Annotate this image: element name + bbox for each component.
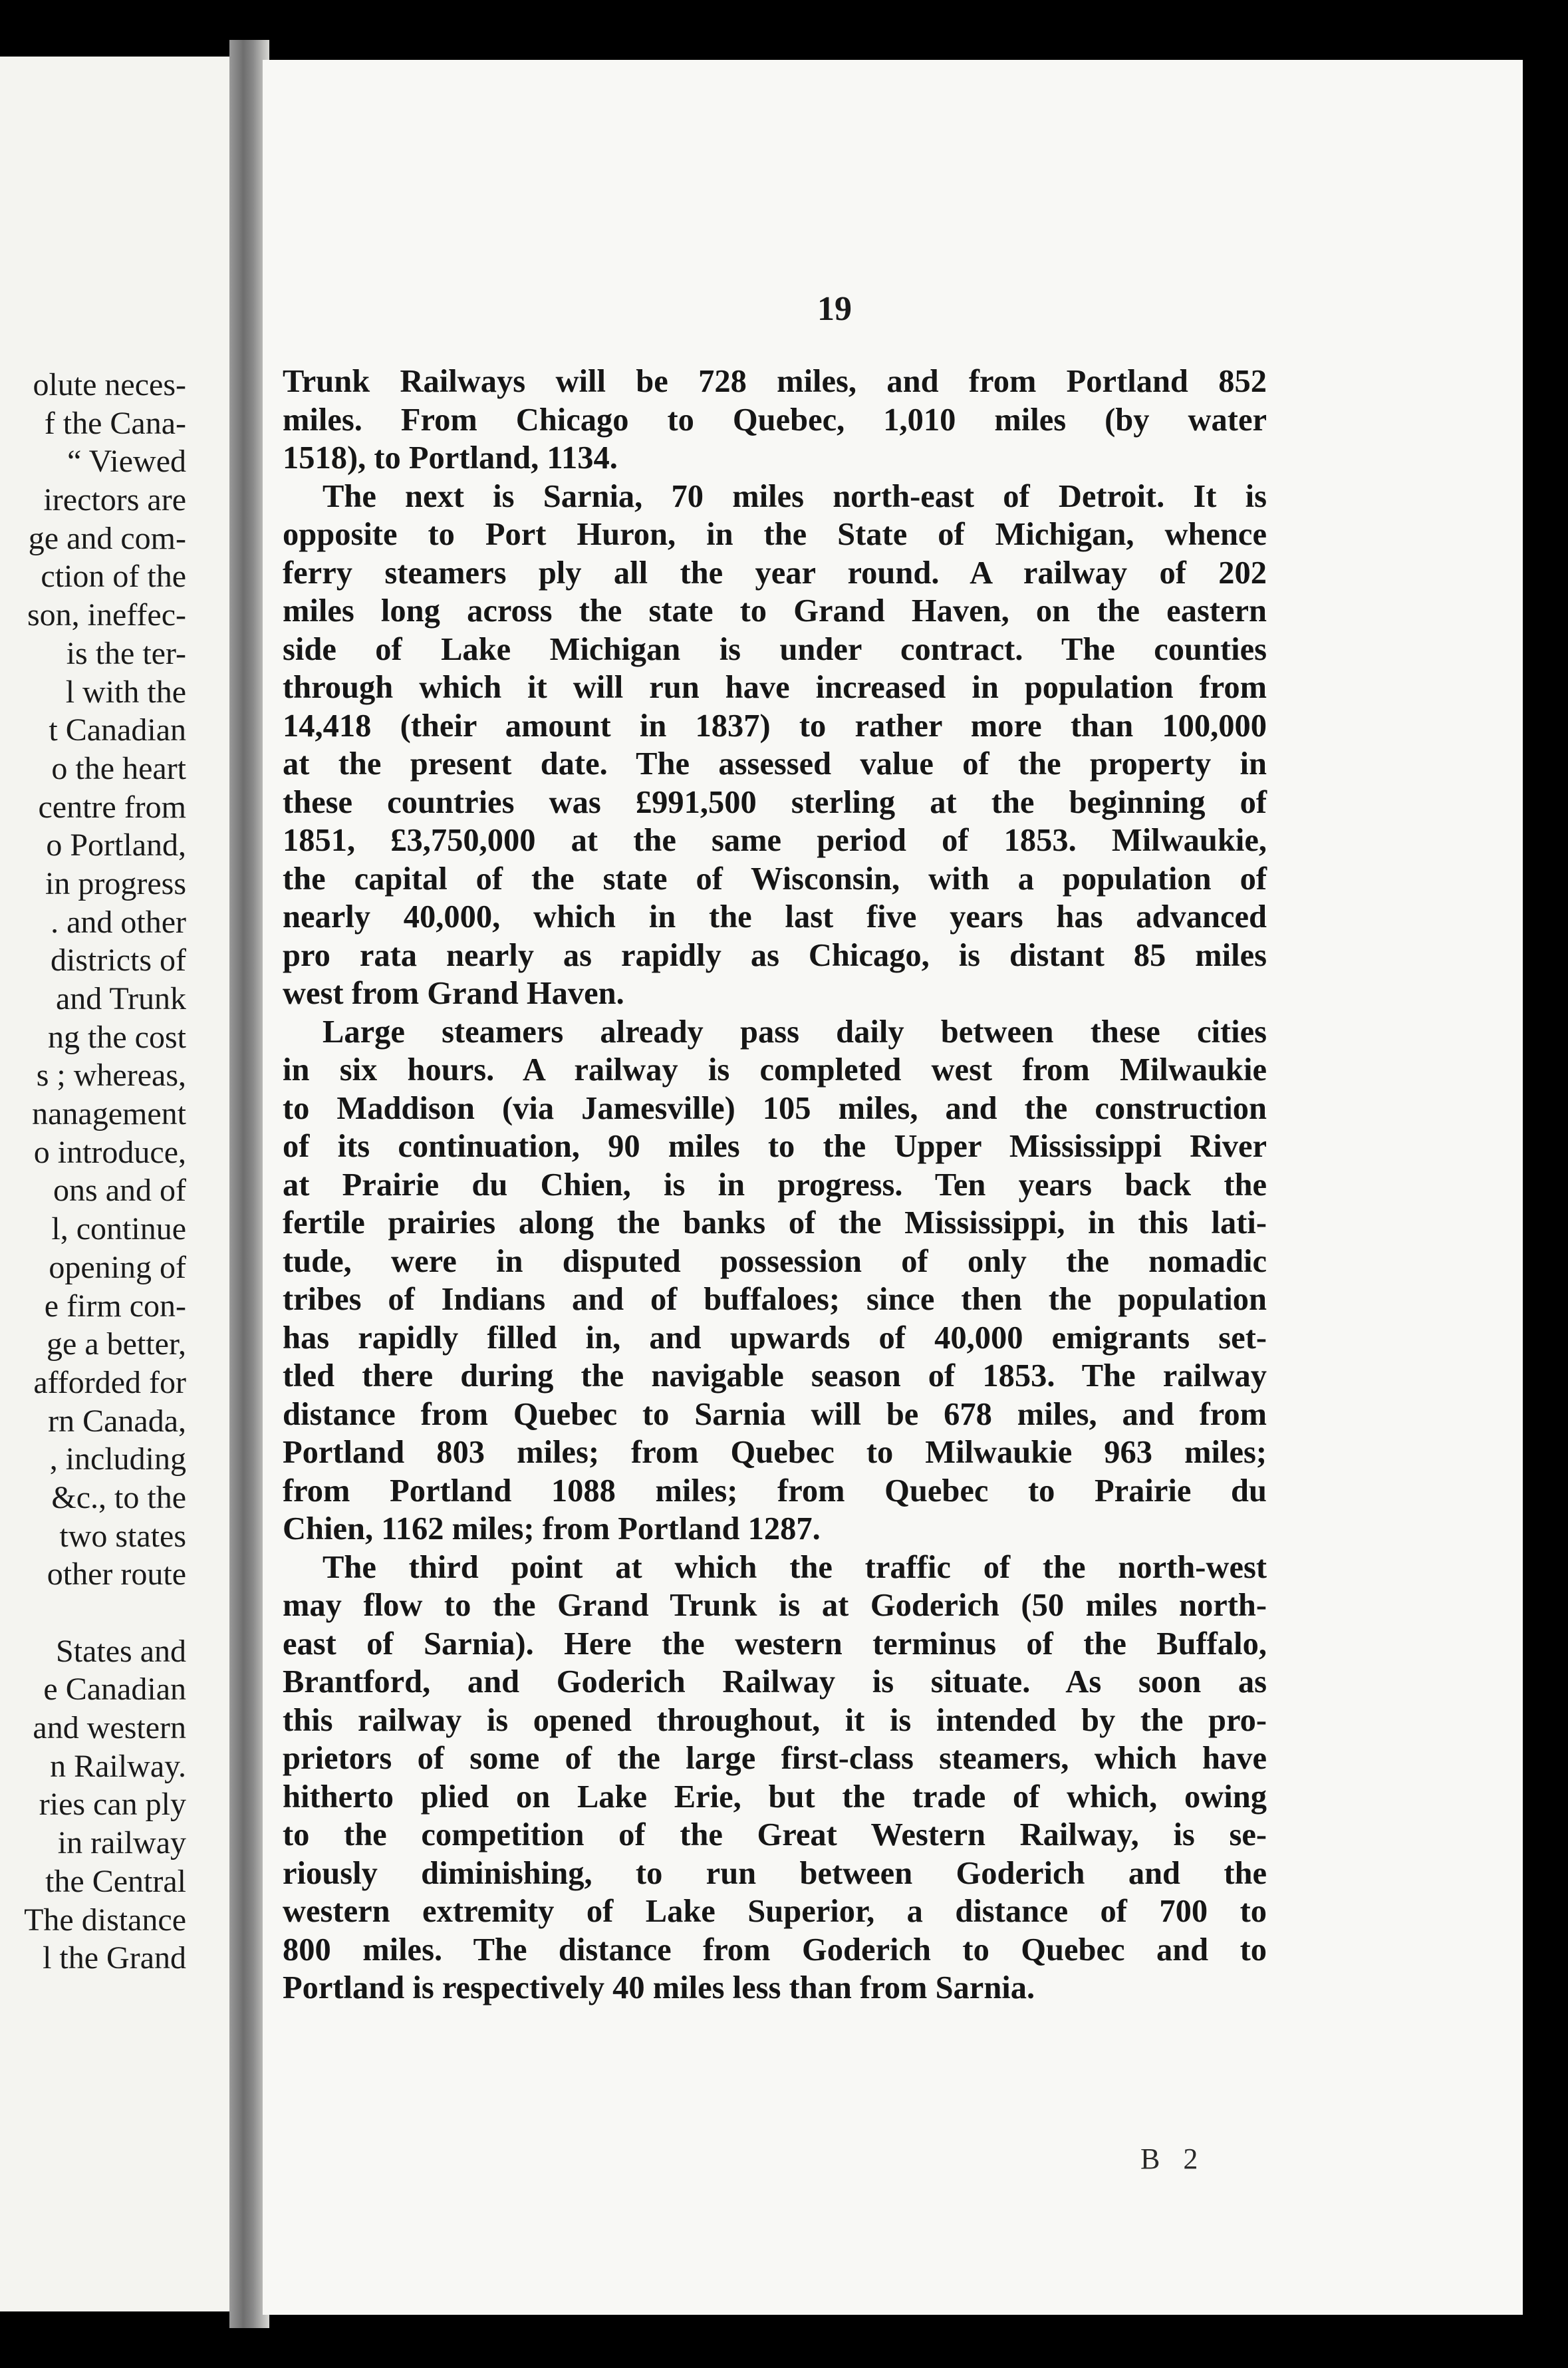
left-page-line: other route xyxy=(47,1556,186,1592)
left-page-line: ge a better, xyxy=(47,1326,186,1362)
left-page-text xyxy=(24,366,186,1978)
text-line: Large steamers already pass daily between these cities xyxy=(323,1014,1267,1050)
left-page-line: o the heart xyxy=(51,750,186,786)
page-body-text xyxy=(283,363,1267,2007)
left-page-line: e Canadian xyxy=(43,1672,186,1707)
text-line: may flow to the Grand Trunk is at Goderich (50 miles north- xyxy=(283,1588,1267,1623)
left-page-line: and western xyxy=(33,1710,186,1746)
text-line: in six hours. A railway is completed west from Milwaukie xyxy=(283,1052,1267,1088)
text-line: hitherto plied on Lake Erie, but the trade of which, owing xyxy=(283,1779,1267,1815)
left-page-line: olute neces- xyxy=(33,367,186,402)
left-page-line: s ; whereas, xyxy=(36,1058,186,1094)
text-line: 1851, £3,750,000 at the same period of 1853. Milwaukie, xyxy=(283,823,1267,858)
left-page-line: and Trunk xyxy=(55,981,186,1016)
text-line: to Maddison (via Jamesville) 105 miles, and the construction xyxy=(283,1090,1267,1126)
text-line: tribes of Indians and of buffaloes; since then the population xyxy=(283,1282,1267,1317)
text-line: riously diminishing, to run between Goderich and the xyxy=(283,1855,1267,1891)
text-line: Chien, 1162 miles; from Portland 1287. xyxy=(283,1511,821,1547)
left-page-line xyxy=(24,1594,186,1632)
left-page-line: ng the cost xyxy=(48,1019,186,1055)
printer-signature-mark: B 2 xyxy=(1140,2143,1206,2175)
text-line: western extremity of Lake Superior, a distance of 700 to xyxy=(283,1894,1267,1929)
left-page-line: in railway xyxy=(57,1825,186,1861)
text-line: nearly 40,000, which in the last five years has advanced xyxy=(283,899,1267,935)
left-page-line: in progress xyxy=(45,865,186,901)
text-line: Portland is respectively 40 miles less than from Sarnia. xyxy=(283,1970,1035,2005)
text-line: distance from Quebec to Sarnia will be 678 miles, and from xyxy=(283,1396,1267,1432)
left-page-line: rn Canada, xyxy=(48,1403,186,1439)
text-line: has rapidly filled in, and upwards of 40,000 emigrants set- xyxy=(283,1320,1267,1356)
left-page-line: “ Viewed xyxy=(67,444,186,480)
text-line: tled there during the navigable season of 1853. The railway xyxy=(283,1358,1267,1394)
text-line: through which it will run have increased in population from xyxy=(283,670,1267,705)
text-line: this railway is opened throughout, it is intended by the pro- xyxy=(283,1702,1267,1738)
left-page-line: o introduce, xyxy=(33,1134,186,1170)
text-line: 14,418 (their amount in 1837) to rather more than 100,000 xyxy=(283,708,1267,744)
text-line: side of Lake Michigan is under contract. The counties xyxy=(283,631,1267,667)
left-page-line: l, continue xyxy=(51,1211,186,1247)
text-line: Portland 803 miles; from Quebec to Milwaukie 963 miles; xyxy=(283,1435,1267,1470)
left-page-line: l with the xyxy=(65,674,186,710)
left-page-line: centre from xyxy=(38,789,186,825)
left-page-line: districts of xyxy=(51,943,186,978)
right-page xyxy=(263,60,1523,2315)
left-page-line: is the ter- xyxy=(66,635,186,671)
page-number: 19 xyxy=(817,290,852,328)
text-line: at Prairie du Chien, is in progress. Ten years back the xyxy=(283,1167,1267,1203)
left-page-line: ge and com- xyxy=(28,520,186,556)
left-page-line: two states xyxy=(59,1518,186,1554)
left-page-line: . and other xyxy=(51,904,186,940)
text-line: from Portland 1088 miles; from Quebec to Prairie du xyxy=(283,1473,1267,1509)
text-line: ferry steamers ply all the year round. A railway of 202 xyxy=(283,555,1267,591)
left-page-line: l the Grand xyxy=(43,1940,186,1976)
text-line: 800 miles. The distance from Goderich to Quebec and to xyxy=(283,1932,1267,1968)
text-line: east of Sarnia). Here the western terminus of the Buffalo, xyxy=(283,1626,1267,1662)
text-line: prietors of some of the large first-class steamers, which have xyxy=(283,1741,1267,1776)
left-page-line: afforded for xyxy=(33,1364,186,1400)
left-page-line: irectors are xyxy=(43,482,186,518)
left-page-line: The distance xyxy=(24,1902,186,1938)
left-page-line: t Canadian xyxy=(49,712,186,748)
text-line: 1518), to Portland, 1134. xyxy=(283,440,618,476)
left-facing-page xyxy=(0,57,239,2311)
text-line: west from Grand Haven. xyxy=(283,976,624,1011)
text-line: to the competition of the Great Western Railway, is se- xyxy=(283,1817,1267,1852)
text-line: opposite to Port Huron, in the State of Michigan, whence xyxy=(283,517,1267,552)
text-line: the capital of the state of Wisconsin, with a population of xyxy=(283,861,1267,897)
text-line: Brantford, and Goderich Railway is situate. As soon as xyxy=(283,1664,1267,1700)
left-page-line: n Railway. xyxy=(50,1748,186,1784)
text-line: The third point at which the traffic of the north-west xyxy=(323,1549,1267,1585)
left-page-line: opening of xyxy=(49,1249,186,1285)
left-page-line: nanagement xyxy=(32,1096,186,1132)
text-line: pro rata nearly as rapidly as Chicago, is distant 85 miles xyxy=(283,937,1267,973)
left-page-line: , including xyxy=(49,1441,186,1477)
left-page-line: ries can ply xyxy=(39,1787,186,1823)
left-page-line: ction of the xyxy=(41,559,186,595)
left-page-line: e firm con- xyxy=(44,1288,186,1324)
text-line: tude, were in disputed possession of only the nomadic xyxy=(283,1243,1267,1279)
left-page-line: o Portland, xyxy=(46,827,186,863)
left-page-line: the Central xyxy=(45,1863,186,1899)
text-line: at the present date. The assessed value of the property in xyxy=(283,746,1267,782)
left-page-line: f the Cana- xyxy=(44,405,186,441)
left-page-line: &c., to the xyxy=(51,1479,186,1515)
left-page-line: son, ineffec- xyxy=(27,597,186,633)
text-line: fertile prairies along the banks of the Mississippi, in this lati- xyxy=(283,1205,1267,1241)
text-line: miles. From Chicago to Quebec, 1,010 miles (by water xyxy=(283,402,1267,438)
left-page-line: States and xyxy=(56,1633,186,1669)
text-line: these countries was £991,500 sterling at the beginning of xyxy=(283,784,1267,820)
text-line: The next is Sarnia, 70 miles north-east of Detroit. It is xyxy=(323,478,1267,514)
text-line: Trunk Railways will be 728 miles, and from Portland 852 xyxy=(283,364,1267,399)
text-line: miles long across the state to Grand Haven, on the eastern xyxy=(283,593,1267,629)
left-page-line: ons and of xyxy=(53,1173,186,1209)
text-line: of its continuation, 90 miles to the Upper Mississippi River xyxy=(283,1129,1267,1164)
